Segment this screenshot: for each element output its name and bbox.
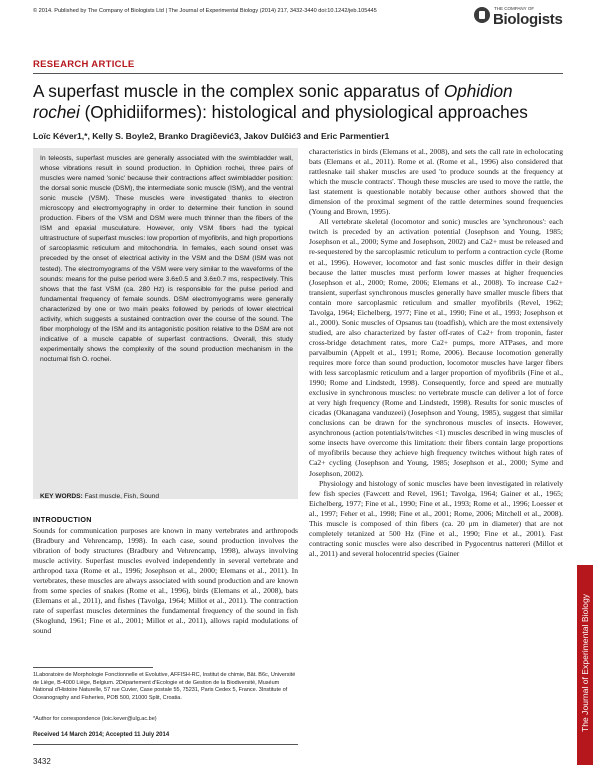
keywords bbox=[40, 493, 159, 500]
publisher-logo[interactable] bbox=[474, 5, 574, 29]
received-dates: Received 14 March 2014; Accepted 11 July 2014 bbox=[33, 732, 170, 738]
footnote-rule bbox=[33, 667, 153, 668]
footer-rule bbox=[33, 744, 298, 745]
journal-sidebar bbox=[577, 565, 593, 765]
abstract-text: In teleosts, superfast muscles are generally associated with the swimbladder wall, whose vibrations result in sound production. In Ophidion rochei, three pairs of muscles were named 'sonic' because their contractions affect swimbladder position: the dorsal sonic muscle (DSM), the intermediate sonic muscle (ISM), and the ventral sonic muscle (VSM). These muscles were investigated thanks to electron microscopy and electromyography in order to determine their function in sound production. Fibers of the VSM and DSM were much thinner than the fibers of the ISM and epaxial musculature. However, only VSM fibers had the typical ultrastructure of superfast muscles: low proportion of myofibrils, and high proportions of sarcoplasmic reticulum and mitochondria. In females, each sound onset was preceded by the onset of electrical activity in the VSM and the DSM (ISM was not tested). The electromyograms of the VSM were very similar to the waveforms of the sounds: means for the pulse period were 3.6±0.5 and 3.6±0.7 ms, respectively. This shows that the fast VSM (ca. 280 Hz) is responsible for the pulse period and fundamental frequency of female sounds. DSM electromyograms were generally characterized by one or two main peaks followed by periods of lower electrical activity, which suggests a sustained contraction over the course of the sound. The fiber morphology of the ISM and its antagonistic position relative to the DSM are not indicative of a muscle capable of superfast contractions. Overall, this study experimentally shows the complexity of the sound production mechanism in the nocturnal fish O. rochei. bbox=[40, 155, 293, 363]
biologists-logo-icon bbox=[474, 7, 490, 23]
paragraph: All vertebrate skeletal (locomotor and sonic) muscles are 'synchronous': each twitch is preceded by an activation potential (Josephson and Young, 1985; Josephson et al., 2000; Syme and Josephson, 2002) and Ca2+ must be released and re-sequestered by the sarcoplasmic reticulum to perform a contraction cycle (Rome et al., 1996). However, locomotor and fast sonic muscles differ in their design because the latter muscles must perform lower masses at higher frequencies (Josephson et al., 2000; Rome, 2006; Elemans et al., 2008). To increase Ca2+ transient, superfast synchronous muscles generally have smaller muscle fibers that contain more sarcoplasmic reticulum and smaller myofibrils (Revel, 1962; Tavolga, 1964; Eichelberg, 1977; Fine et al., 1990; Fine et al., 1993; Josephson et al., 2000). Sonic muscles of Opsanus tau (toadfish), which are the most extensively studied, are also characterized by faster off-rates of Ca2+ from troponin, faster cross-bridge detachment rates, more Ca2+ pumps, more ATPases, and more parvalbumin (Appelt et al., 1991; Rome, 2006). Because locomotion generally requires more force than sound production, locomotor muscles have larger fibers with less sarcoplasmic reticulum and a larger proportion of myofibrils (Fine et al., 1990; Rome and Lindstedt, 1998). Consequently, force and speed are mutually exclusive in synchronous muscles: no vertebrate muscle can deliver a lot of force at very high frequency (Rome and Lindstedt, 1998). Results for sonic muscles of cicadas (Okanagana vanduzeei) (Josephson and Young, 1985), suggest that similar conclusions can be drawn for the synchronous muscles of insects. However, asynchronous (action potentials/twitches <1) muscles described in wing muscles of some insects have overcome this limitation: their fibers contain large proportions of myofibrils because they achieve high frequency twitches without high rates of Ca2+ cycling (Josephson and Young, 1985; Josephson et al., 2000; Syme and Josephson, 2002). bbox=[309, 217, 563, 478]
paragraph: characteristics in birds (Elemans et al., 2008), and sets the call rate in echolocating bats (Elemans et al., 2011). Rome et al. (Rome et al., 1996) also considered that rattlesnake tail shaker muscles are used 'to produce sounds at the frequency at which the muscle contracts'. Though these muscles are used to move the rattle, the last statement is questionable notably because other authors showed that the dimension of the proximal segment of the rattle determines sound frequencies (Young and Brown, 1995). bbox=[309, 147, 563, 217]
title-part2: (Ophidiiformes): histological and physiological approaches bbox=[79, 102, 528, 122]
journal-name-vertical: The Journal of Experimental Biology bbox=[580, 593, 590, 733]
paragraph: Physiology and histology of sonic muscles have been investigated in relatively few fish species (Fawcett and Revel, 1961; Tavolga, 1964; Gainer et al., 1965; Eichelberg, 1977; Fine et al., 1990; Fine et al., 1993; Rome et al., 1996; Loesser et al., 1997; Feher et al., 1998; Fine et al., 2001; Rome, 2006; Mitchell et al., 2008). This muscle is composed of thin fibers (ca. 20 μm in diameter) that are not completely tetanized at 500 Hz (Fine et al., 1990; Fine et al., 2001). Fast contracting sonic muscles were also described in Pygocentrus nattereri (Millot et al., 2011) and several holocentrid species (Gainer bbox=[309, 478, 563, 558]
keywords-value: Fast muscle, Fish, Sound bbox=[84, 493, 159, 500]
page-number: 3432 bbox=[33, 757, 51, 766]
article-type: RESEARCH ARTICLE bbox=[33, 59, 135, 70]
intro-text: Sounds for communication purposes are known in many vertebrates and arthropods (Bradbury and Vehrencamp, 1998). In each case, sound production involves the vibration of body structures (Bradbury and Vehrencamp, 1998), always involving muscle activity. Superfast muscles evolved independently in several vertebrate and arthropod taxa (Rome et al., 1996; Josephson et al., 2000; Elemans et al., 2011). In vertebrates, these muscles are always associated with sound production and are known from some species of snakes (Rome et al., 1996), birds (Elemans et al., 2008), bats (Elemans et al., 2011), and fishes (Tavolga, 1964; Millot et al., 2011). The contraction rate of superfast muscles determines the fundamental frequency of the sound in fish (Skoglund, 1961; Fine et al., 2001; Millot et al., 2011), allows rapid modulations of sound bbox=[33, 526, 298, 636]
right-column bbox=[309, 147, 563, 559]
affiliations: 1Laboratoire de Morphologie Fonctionnelle et Evolutive, AFFISH-RC, Institut de chimie, Bât. B6c, Université de Liège, B-4000 Liège, Belgium. 2Département d'Ecologie et de Gestion de la Biodiversité, Muséum National d'Histoire Naturelle, 57 rue Cuvier, Case postale 55, 75231, Paris Cedex 5, France. 3Institute of Oceanography and Fisheries, POB 500, 21000 Split, Croatia. bbox=[33, 672, 296, 701]
header-rule bbox=[33, 73, 563, 74]
author-list: Loïc Kéver1,*, Kelly S. Boyle2, Branko Dragičević3, Jakov Dulčić3 and Eric Parmentier1 bbox=[33, 131, 390, 141]
keywords-label: KEY WORDS: bbox=[40, 493, 83, 500]
title-species: Ophidion rochei bbox=[33, 81, 513, 122]
corresponding-author: *Author for correspondence (loic.kever@ulg.ac.be) bbox=[33, 716, 157, 722]
title-part1: A superfast muscle in the complex sonic apparatus of bbox=[33, 81, 444, 101]
article-title bbox=[33, 81, 563, 123]
logo-big-text: Biologists bbox=[493, 11, 563, 28]
intro-heading: INTRODUCTION bbox=[33, 515, 92, 524]
logo-small-text: THE COMPANY OF bbox=[494, 6, 535, 11]
citation-line: © 2014. Published by The Company of Biologists Ltd | The Journal of Experimental Biology (2014) 217, 3432-3440 doi:10.1242/jeb.105445 bbox=[33, 8, 377, 14]
